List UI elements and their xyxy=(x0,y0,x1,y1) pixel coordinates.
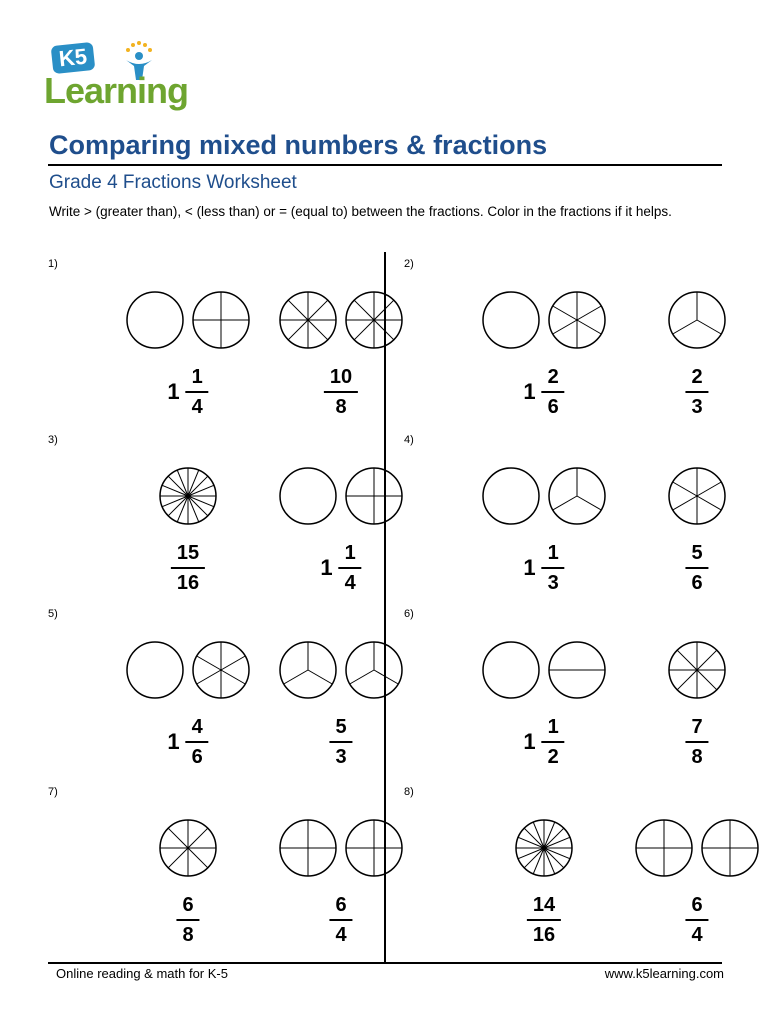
problem-number: 2) xyxy=(404,258,414,270)
denominator: 4 xyxy=(691,924,703,946)
fraction-right xyxy=(685,716,708,768)
fraction-circle-icon xyxy=(191,640,251,700)
numerator: 10 xyxy=(324,366,358,393)
fraction-model-left xyxy=(514,818,580,878)
fraction-left xyxy=(171,542,205,594)
fraction-circle-icon xyxy=(667,640,727,700)
fraction-right xyxy=(329,716,352,768)
fraction-right xyxy=(329,894,352,946)
footer-tagline: Online reading & math for K-5 xyxy=(56,966,228,981)
denominator: 16 xyxy=(532,924,556,946)
fraction-circle-icon xyxy=(700,818,760,878)
fraction-circle-icon xyxy=(191,290,251,350)
fraction-model-left xyxy=(125,640,257,700)
fraction-model-left xyxy=(125,290,257,350)
denominator: 8 xyxy=(182,924,194,946)
denominator: 4 xyxy=(191,396,203,418)
denominator: 3 xyxy=(547,572,559,594)
fraction-model-right xyxy=(667,290,733,350)
fraction-circle-icon xyxy=(481,290,541,350)
fraction-circle-icon xyxy=(547,640,607,700)
denominator: 3 xyxy=(691,396,703,418)
fraction-right xyxy=(685,894,708,946)
page-subtitle: Grade 4 Fractions Worksheet xyxy=(49,172,297,193)
fraction-circle-icon xyxy=(278,640,338,700)
numerator: 15 xyxy=(171,542,205,569)
fraction-circle-icon xyxy=(278,818,338,878)
denominator: 3 xyxy=(335,746,347,768)
fraction-right xyxy=(320,542,361,594)
denominator: 6 xyxy=(691,572,703,594)
whole-number: 1 xyxy=(167,729,180,754)
fraction-model-left xyxy=(481,290,613,350)
fraction-left xyxy=(523,366,564,418)
fraction-circle-icon xyxy=(125,290,185,350)
numerator: 6 xyxy=(685,894,708,921)
problem-number: 1) xyxy=(48,258,58,270)
fraction-circle-icon xyxy=(278,466,338,526)
fraction-model-right xyxy=(634,818,766,878)
denominator: 4 xyxy=(344,572,356,594)
fraction-left xyxy=(523,542,564,594)
instructions: Write > (greater than), < (less than) or = (equal to) between the fractions. Color in the fractions if it helps. xyxy=(49,204,672,219)
numerator: 6 xyxy=(329,894,352,921)
title-divider xyxy=(48,164,722,166)
denominator: 4 xyxy=(335,924,347,946)
fraction-circle-icon xyxy=(278,290,338,350)
fraction-model-right xyxy=(278,818,410,878)
fraction-model-left xyxy=(481,466,613,526)
fraction-model-right xyxy=(667,466,733,526)
logo-wordmark: Learning xyxy=(44,70,189,111)
fraction-circle-icon xyxy=(344,640,404,700)
logo-badge: K5 xyxy=(51,42,96,74)
fraction-circle-icon xyxy=(634,818,694,878)
problem-number: 8) xyxy=(404,786,414,798)
fraction-circle-icon xyxy=(125,640,185,700)
problem-number: 5) xyxy=(48,608,58,620)
fraction-model-right xyxy=(278,466,410,526)
page-title: Comparing mixed numbers & fractions xyxy=(49,130,548,160)
fraction-circle-icon xyxy=(158,466,218,526)
fraction-right xyxy=(324,366,358,418)
problem-number: 3) xyxy=(48,434,58,446)
fraction-model-right xyxy=(278,290,410,350)
problem-number: 4) xyxy=(404,434,414,446)
problem-number: 7) xyxy=(48,786,58,798)
fraction-circle-icon xyxy=(547,290,607,350)
whole-number: 1 xyxy=(523,555,536,580)
fraction-circle-icon xyxy=(667,466,727,526)
fraction-right xyxy=(685,366,708,418)
denominator: 6 xyxy=(547,396,559,418)
problem-number: 6) xyxy=(404,608,414,620)
fraction-left xyxy=(167,366,208,418)
denominator: 8 xyxy=(691,746,703,768)
numerator: 1 xyxy=(339,542,362,569)
fraction-circle-icon xyxy=(547,466,607,526)
numerator: 1 xyxy=(186,366,209,393)
fraction-model-left xyxy=(158,466,224,526)
fraction-left xyxy=(176,894,199,946)
fraction-left xyxy=(527,894,561,946)
fraction-left xyxy=(523,716,564,768)
fraction-circle-icon xyxy=(667,290,727,350)
whole-number: 1 xyxy=(523,379,536,404)
denominator: 16 xyxy=(176,572,200,594)
numerator: 1 xyxy=(542,542,565,569)
k5-learning-logo xyxy=(42,40,189,111)
footer-divider xyxy=(48,962,722,964)
fraction-circle-icon xyxy=(344,290,404,350)
fraction-model-right xyxy=(278,640,410,700)
numerator: 6 xyxy=(176,894,199,921)
fraction-circle-icon xyxy=(481,640,541,700)
fraction-circle-icon xyxy=(481,466,541,526)
numerator: 2 xyxy=(542,366,565,393)
numerator: 14 xyxy=(527,894,561,921)
fraction-circle-icon xyxy=(514,818,574,878)
numerator: 4 xyxy=(186,716,209,743)
whole-number: 1 xyxy=(523,729,536,754)
denominator: 6 xyxy=(191,746,203,768)
numerator: 5 xyxy=(685,542,708,569)
denominator: 2 xyxy=(547,746,559,768)
fraction-model-right xyxy=(667,640,733,700)
fraction-model-left xyxy=(158,818,224,878)
denominator: 8 xyxy=(335,396,347,418)
fraction-model-left xyxy=(481,640,613,700)
numerator: 7 xyxy=(685,716,708,743)
numerator: 5 xyxy=(329,716,352,743)
footer-url: www.k5learning.com xyxy=(604,966,724,981)
whole-number: 1 xyxy=(320,555,333,580)
whole-number: 1 xyxy=(167,379,180,404)
fraction-circle-icon xyxy=(158,818,218,878)
fraction-circle-icon xyxy=(344,818,404,878)
fraction-right xyxy=(685,542,708,594)
fraction-circle-icon xyxy=(344,466,404,526)
numerator: 1 xyxy=(542,716,565,743)
fraction-left xyxy=(167,716,208,768)
numerator: 2 xyxy=(685,366,708,393)
